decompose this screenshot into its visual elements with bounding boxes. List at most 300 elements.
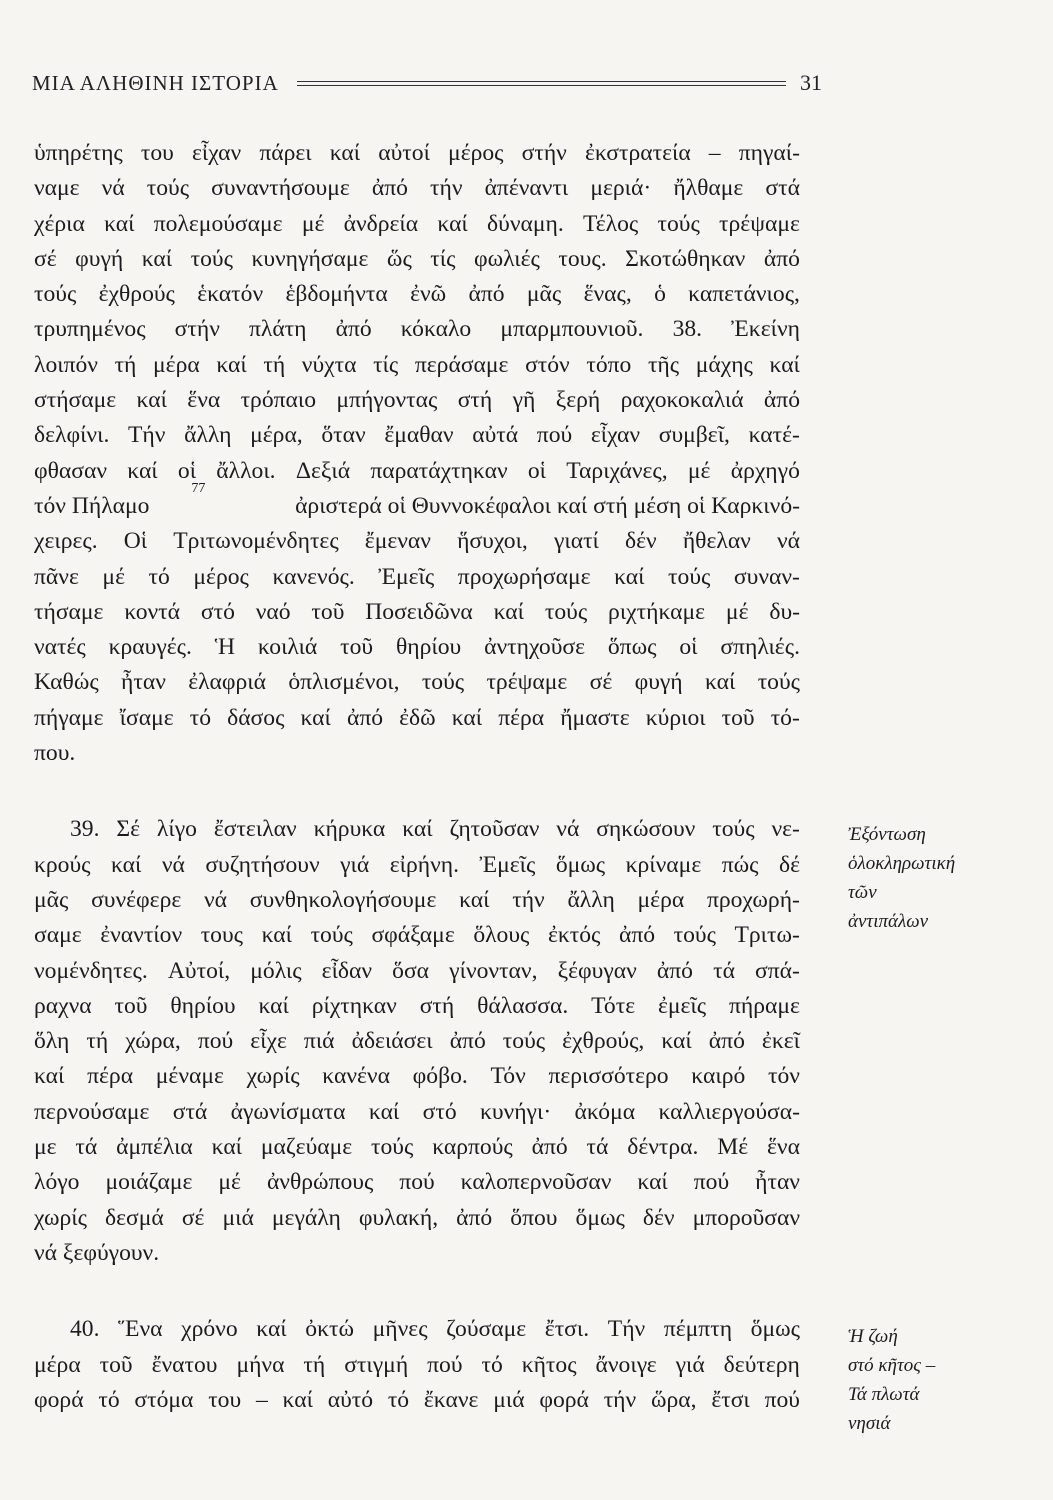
word: λίγο [156, 816, 197, 843]
word: στόν [525, 351, 570, 378]
word: μᾶς [526, 281, 562, 308]
word: ἀμπέλια [116, 1134, 193, 1161]
word: ἀπέναντι [484, 175, 569, 202]
word: Ποσειδῶνα [365, 598, 473, 625]
word: δελφίνι. [34, 422, 110, 449]
word: ἐνῶ [410, 281, 447, 308]
text-line [34, 954, 800, 989]
word: Οἱ [123, 528, 148, 555]
text-fragment: τόν Πήλαμο [34, 492, 150, 519]
text-line [34, 207, 800, 242]
word: καί [329, 140, 361, 166]
word: Τέλος [582, 210, 639, 237]
word: ὅμως [575, 1204, 625, 1231]
word: μέ [301, 210, 325, 237]
word: φυγή [75, 245, 124, 272]
word: τή [86, 1028, 109, 1055]
word: ἑβδομήντα [285, 281, 388, 308]
word: του [208, 1386, 242, 1413]
word: ἴσαμε [119, 704, 174, 731]
word: ὁπλισμένοι, [288, 669, 400, 696]
margin-note-line: Ἡ ζωή [848, 1326, 898, 1347]
word: τούς [502, 1028, 546, 1055]
word: μήνα [236, 1351, 285, 1378]
word: κυνηγήσαμε [251, 245, 369, 272]
word: γιατί [553, 528, 599, 555]
word: ἤθελαν [682, 528, 751, 555]
word: τρυπημένος [34, 316, 146, 343]
word: ἀνθρώπους [266, 1169, 374, 1196]
word: του [140, 140, 174, 166]
text-line [34, 595, 800, 630]
margin-note-line: Τά πλωτά [848, 1384, 920, 1405]
word: καί [256, 1316, 287, 1343]
word: λοιπόν [34, 351, 98, 378]
word: δέν [625, 528, 657, 555]
word: καί [258, 992, 289, 1019]
word: ἀπό [371, 175, 408, 202]
word: συμβεῖ, [658, 422, 730, 449]
word: ρίχτηκαν [311, 992, 397, 1019]
word: νά [203, 886, 228, 913]
word: ὅλους [473, 922, 530, 949]
word: πέμπτη [663, 1316, 733, 1343]
text-line: νά ξεφύγουν. [34, 1239, 160, 1266]
word: προχωρή- [706, 886, 800, 913]
word: θηρίου [170, 992, 236, 1019]
text-line [34, 1312, 800, 1347]
word: τούς [421, 669, 465, 696]
word: καί [136, 387, 167, 414]
word: γῆ [512, 387, 536, 414]
word: καί [282, 1386, 313, 1413]
word: περάσαμε [414, 351, 509, 378]
word: χώρα, [125, 1028, 181, 1055]
word: νύχτα [301, 351, 357, 378]
word: ἄλλη [184, 422, 232, 449]
word: φωλιές [473, 245, 540, 272]
word: τίς [430, 245, 456, 272]
word: τό [148, 563, 170, 590]
text-fragment: ἀριστερά οἱ Θυννοκέφαλοι καί στή μέση οἱ Καρκινό- [295, 492, 800, 519]
word: τοῦ [99, 1351, 133, 1378]
word: καί [368, 1098, 400, 1125]
word: πού [536, 422, 573, 449]
word: σπά- [755, 957, 800, 984]
word: ἀπό [763, 387, 800, 414]
word: μόλις [250, 957, 302, 984]
word: ἀπό [531, 1134, 568, 1161]
text-line [34, 1130, 800, 1165]
word: ὅμως [555, 851, 606, 878]
word: καλοπερνοῦσαν [460, 1169, 612, 1196]
word: στά [765, 175, 800, 202]
text-line [34, 1201, 800, 1236]
word: μέ [218, 1169, 241, 1196]
word: τούς [34, 281, 77, 308]
word: ἔτσι. [544, 1316, 590, 1343]
word: Τόν [490, 1063, 526, 1090]
word: ἀπό [763, 245, 800, 272]
word: κήρυκα [313, 816, 386, 843]
text-line [34, 883, 800, 918]
word: καί [104, 210, 135, 237]
word: Ταριχάνες, [566, 457, 668, 484]
word: καί [459, 886, 490, 913]
word: κόκαλο [400, 316, 472, 343]
text-line [34, 454, 800, 489]
word: συνθηκολογήσουμε [249, 886, 437, 913]
word: ἔνατου [151, 1351, 218, 1378]
word: κυνήγι· [479, 1098, 552, 1125]
word: στήν [174, 316, 220, 343]
word: μπαρμπουνιοῦ. [500, 316, 644, 343]
word: μῆνες [372, 1316, 428, 1343]
word: Μέ [717, 1134, 749, 1161]
text-line [34, 136, 800, 171]
word: τόπο [586, 351, 632, 378]
word: ὅπως [607, 634, 657, 661]
word: Ἐμεῖς [378, 563, 435, 590]
word: ὥρα, [650, 1386, 697, 1413]
word: τρόπαιο [240, 387, 317, 414]
word: ἥσυχοι, [457, 528, 528, 555]
page-number: 31 [800, 70, 822, 95]
word: στήσαμε [34, 387, 117, 414]
word: τούς [310, 922, 353, 949]
word: ἀπό [346, 704, 384, 731]
text-line [34, 1059, 800, 1094]
word: μεριά· [590, 175, 652, 202]
word: λόγο [34, 1169, 80, 1196]
word: οἱ [527, 457, 547, 484]
text-line [34, 171, 800, 206]
word: πού [399, 1169, 435, 1196]
text-line [34, 989, 800, 1024]
word: χέρια [34, 210, 85, 237]
word: με [34, 1134, 57, 1161]
text-line [34, 1024, 800, 1059]
word: ἀπό [449, 1028, 486, 1055]
word: Σέ [116, 816, 141, 843]
paragraph-gap [34, 1271, 800, 1312]
running-title: ΜΙΑ ΑΛΗΘΙΝΗ ΙΣΤΟΡΙΑ [32, 70, 279, 95]
word: καί [216, 351, 247, 378]
word: αὐτά [472, 422, 519, 449]
word: ἤμαστε [560, 704, 630, 731]
running-head [32, 66, 822, 100]
word: Τριτωνομένδητες [173, 528, 339, 555]
word: πιά [303, 1028, 335, 1055]
word: Τήν [607, 1316, 646, 1343]
word: ἔμεναν [364, 528, 431, 555]
word: μάχης [695, 351, 753, 378]
word: τοῦ [114, 992, 148, 1019]
word: φυλακή, [358, 1204, 439, 1231]
word: στή [419, 992, 455, 1019]
word: ἐκεῖ [761, 1028, 800, 1055]
word: Ἕνα [118, 1316, 163, 1343]
word: Αὐτοί, [167, 957, 231, 984]
word: μιά [222, 1204, 254, 1231]
word: τήν [603, 1386, 637, 1413]
word: μέ [687, 457, 711, 484]
word: κρούς [34, 851, 91, 878]
word: κανενός. [272, 563, 355, 590]
word: παρατάχτηκαν [370, 457, 508, 484]
word: 38. [672, 316, 703, 343]
word: κραυγές. [108, 634, 192, 661]
margin-note-line: νησιά [848, 1413, 891, 1434]
word: κατέ- [748, 422, 800, 449]
word: τά [75, 1134, 98, 1161]
word: μεγάλη [271, 1204, 341, 1231]
word: καί [402, 816, 433, 843]
word: καί [769, 351, 800, 378]
word: δύναμη. [487, 210, 564, 237]
word: εἶχαν [191, 140, 242, 166]
word: κοιλιά [257, 634, 318, 661]
text-line [34, 242, 800, 277]
word: ἐκστρατεία [584, 140, 691, 166]
word: Δεξιά [295, 457, 351, 484]
margin-note-line: τῶν [848, 882, 877, 903]
word: νά [556, 816, 580, 843]
word: τό [189, 704, 212, 731]
word: ἐχθρούς [98, 281, 175, 308]
word: ξερή [555, 387, 601, 414]
word: τό- [770, 704, 800, 731]
word: ἐχθρούς, [562, 1028, 645, 1055]
margin-note-line: Ἐξόντωση [848, 824, 926, 845]
word: τό [387, 1386, 410, 1413]
word: στό [422, 1098, 457, 1125]
text-line [34, 480, 800, 524]
word: στιγμή [344, 1351, 409, 1378]
text-line [34, 277, 800, 312]
word: στό [200, 598, 235, 625]
word: ραχοκοκαλιά [620, 387, 744, 414]
text-line [34, 524, 800, 559]
word: στά [172, 1098, 208, 1125]
word: τοῦ [340, 634, 374, 661]
word: κύριοι [645, 704, 706, 731]
word: φθασαν [34, 457, 108, 484]
word: πού [764, 1386, 800, 1413]
word: Ἡ [214, 634, 236, 661]
word: καί [34, 1063, 65, 1090]
word: τήν [512, 886, 545, 913]
word: Ἐμεῖς [479, 851, 536, 878]
word: φορά [539, 1386, 589, 1413]
word: καί [300, 704, 331, 731]
word: ἕνα [187, 387, 221, 414]
word: ἕνα [767, 1134, 800, 1161]
word: φόβο. [412, 1063, 468, 1090]
word: ἀπό [456, 1204, 493, 1231]
word: τούς [146, 175, 190, 202]
word: πήραμε [728, 992, 800, 1019]
text-line [34, 1383, 800, 1418]
word: μποροῦσαν [692, 1204, 800, 1231]
word: μέρος [448, 140, 504, 166]
word: μᾶς [34, 886, 69, 913]
word: – [255, 1386, 268, 1413]
text-line [34, 812, 800, 847]
word: 40. [70, 1316, 100, 1343]
word: τά [713, 957, 735, 984]
word: δέντρα. [627, 1134, 699, 1161]
word: ξέφυγαν [557, 957, 637, 984]
word: τούς [673, 922, 716, 949]
word: σαμε [34, 922, 82, 949]
word: κρίναμε [625, 851, 702, 878]
word: τή [303, 1351, 326, 1378]
word: ἀπό [468, 281, 505, 308]
word: αὐτό [327, 1386, 374, 1413]
word: ἀρχηγό [730, 457, 800, 484]
word: κῆτος [521, 1351, 577, 1378]
word: τοῦ [311, 598, 345, 625]
text-line [34, 560, 800, 595]
word: στήν [521, 140, 567, 166]
word: ὥς [386, 245, 412, 272]
word: καί [110, 851, 142, 878]
word: ζούσαμε [446, 1316, 527, 1343]
word: πολεμούσαμε [153, 210, 283, 237]
word: πέρα [87, 1063, 134, 1090]
word: μέρα [34, 1351, 81, 1378]
text-line [34, 848, 800, 883]
word: ριχτήκαμε [608, 598, 706, 625]
word: ἄνοιγε [595, 1351, 657, 1378]
word: ἀπό [656, 957, 693, 984]
word: τούς [544, 598, 588, 625]
text-line [34, 1095, 800, 1130]
word: καί [614, 563, 645, 590]
word: ἀνδρεία [343, 210, 419, 237]
word: πήγαμε [34, 704, 104, 731]
word: ναό [255, 598, 291, 625]
word: σέ [589, 669, 613, 696]
word: ζητοῦσαν [449, 816, 540, 843]
word: καλλιεργούσα- [658, 1098, 800, 1125]
word: μπήγοντας [336, 387, 438, 414]
word: εἰρήνη. [389, 851, 459, 878]
word: καπετάνιος, [688, 281, 800, 308]
word: ἑκατόν [197, 281, 264, 308]
word: δάσος [227, 704, 285, 731]
word: νατές [34, 634, 86, 661]
word: καί [127, 457, 158, 484]
word: ἄλλη [567, 886, 615, 913]
word: τούς [668, 563, 711, 590]
word: χωρίς [34, 1204, 87, 1231]
word: τούς [371, 1134, 414, 1161]
word: σπηλιές. [720, 634, 800, 661]
word: μέ [725, 598, 749, 625]
word: Τήν [128, 422, 166, 449]
word: ναμε [34, 175, 80, 202]
word: – [708, 140, 721, 166]
word: σέ [181, 1204, 205, 1231]
word: τίς [373, 351, 399, 378]
word: τήν [430, 175, 463, 202]
word: φορά [34, 1386, 84, 1413]
margin-note-extermination [848, 820, 1028, 936]
word: πάρει [259, 140, 312, 166]
word: χρόνο [181, 1316, 238, 1343]
word: γιά [675, 1351, 705, 1378]
word: μέρα [637, 886, 685, 913]
margin-note-life-in-whale [848, 1322, 1028, 1438]
word: ἄλλοι. [216, 457, 276, 484]
word: ἀπό [618, 922, 656, 949]
word: τρέψαμε [486, 669, 568, 696]
word: τή [114, 351, 137, 378]
word: καί [493, 598, 525, 625]
word: καί [451, 704, 483, 731]
word: ὀκτώ [305, 1316, 354, 1343]
word: συνέφερε [91, 886, 182, 913]
text-line [34, 383, 800, 418]
word: μέρα [153, 351, 200, 378]
word: Καθώς [34, 669, 99, 696]
margin-note-line: ὁλοκληρωτική [848, 853, 956, 874]
text-line [34, 665, 800, 700]
word: γίνονταν, [449, 957, 538, 984]
word: καιρό [691, 1063, 746, 1090]
text-line [34, 1165, 800, 1200]
word: νά [161, 851, 185, 878]
word: ἐλαφριά [188, 669, 266, 696]
word: δέν [642, 1204, 675, 1231]
word: ἔμαθαν [384, 422, 454, 449]
word: Τριτω- [734, 922, 800, 949]
text-line [34, 630, 800, 665]
word: νομένδητες. [34, 957, 148, 984]
word: καί [661, 1028, 692, 1055]
word: μέρος [193, 563, 249, 590]
word: τούς [712, 816, 755, 843]
word: ἐδῶ [399, 704, 436, 731]
word: ὅσα [392, 957, 430, 984]
word: ἀντηχοῦσε [484, 634, 586, 661]
word: στή [457, 387, 493, 414]
word: χωρίς [246, 1063, 300, 1090]
word: μοιάζαμε [105, 1169, 193, 1196]
paragraph-gap [34, 771, 800, 812]
word: ἐναντίον [100, 922, 183, 949]
word: γιά [340, 851, 370, 878]
word: πλάτη [248, 316, 307, 343]
word: καί [261, 922, 292, 949]
word: ἀπό [708, 1028, 745, 1055]
word: συζητήσουν [205, 851, 320, 878]
word: καί [704, 669, 736, 696]
word: αὐτοί [378, 140, 430, 166]
word: ἔκανε [423, 1386, 479, 1413]
word: ἔστειλαν [213, 816, 297, 843]
word: μέ [102, 563, 125, 590]
word: μέναμε [155, 1063, 224, 1090]
word: καί [637, 1169, 668, 1196]
word: περισσότερο [548, 1063, 669, 1090]
word: τό [481, 1351, 503, 1378]
word: πώς [721, 851, 759, 878]
word: συναντήσουμε [211, 175, 350, 202]
word: καί [141, 245, 173, 272]
